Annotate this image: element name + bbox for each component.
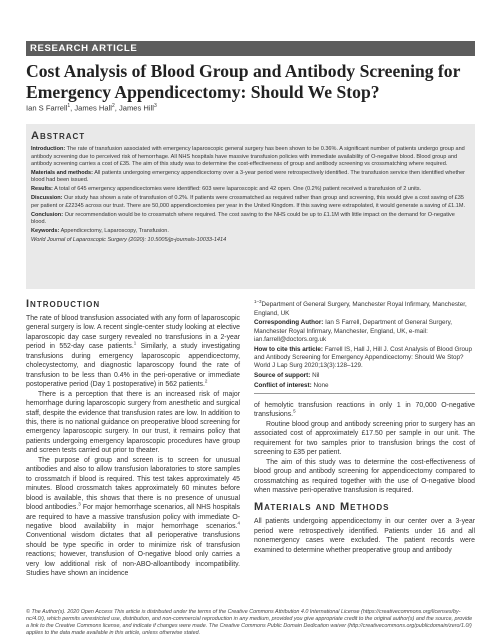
- author-name[interactable]: James Hill: [118, 103, 154, 113]
- intro-p3b-text: For major hemorrhage scenarios, all NHS hospitals are required to have a massive transfusion policy with immediate O-negative blood availability in major hemorrhage scenarios.: [26, 504, 240, 530]
- abstract-discussion: [31, 195, 470, 210]
- how-to-cite-label: How to cite this article:: [254, 345, 323, 353]
- intro-p1b-text: Similarly, a study investigating transfusions during emergency laparoscopic appendicectomy, cholecystectomy, and diagnostic laparoscopy found the rate of transfusion to be less than 0.4% in the peri-operative or immediate postoperative period (Day 1 postoperative) in 562 patients.: [26, 343, 240, 389]
- right-p1-text: of hemolytic transfusion reactions in only 1 in 70,000 O-negative transfusions.: [254, 401, 475, 419]
- methods-heading: Materials and Methods: [254, 501, 390, 514]
- intro-p1-text: The rate of blood transfusion associated with any form of laparoscopic general surgery is low. A recent single-center study looking at elective laparoscopic day case surgery revealed no transfusions in a 2-year period in 552-day case patients.: [26, 315, 240, 351]
- affiliation: [254, 298, 475, 318]
- right-paragraph-1: [254, 401, 475, 420]
- source-of-support-value: Nil: [312, 371, 320, 379]
- article-title: Cost Analysis of Blood Group and Antibody Screening for Emergency Appendicectomy: Should We Stop?: [26, 61, 461, 102]
- abstract-keywords-text: Appendicectomy, Laparoscopy, Transfusion.: [60, 227, 169, 234]
- article-metadata: [254, 298, 475, 390]
- intro-paragraph-2: There is a perception that there is an increased risk of major hemorrhage during laparoscopic surgery from anesthetic and surgical staff, despite the evidence that transfusion rates are low. In addition to this, there is no national guidance on preoperative blood screening for emergency laparoscopic surgery. In our trust, it remains policy that patients undergoing emergency laparoscopic procedures have group and screen tests carried out prior to theater.: [26, 390, 240, 455]
- how-to-cite: [254, 346, 475, 371]
- right-paragraph-2: Routine blood group and antibody screening prior to surgery has an associated cost of approximately £17.50 per sample in our unit. The requirement for two samples prior to transfusion brings the cost of screening to £35 per patient.: [254, 420, 475, 457]
- introduction-heading: Introduction: [26, 298, 101, 310]
- reference-marker[interactable]: 4: [237, 520, 240, 526]
- abstract-conclusion-text: Our recommendation would be to crossmatch where required. The cost saving to the NHS could be up to £1.1M with little impact on the demand for O-negative blood.: [31, 211, 455, 226]
- author-list: Ian S Farrell$^1$, James Hall$^2$, James Hill$^3$: [26, 103, 157, 113]
- author-affiliation-marker: 2: [111, 103, 115, 109]
- abstract-results: [31, 186, 470, 194]
- author-name[interactable]: James Hall: [74, 103, 112, 113]
- abstract-conclusion: [31, 212, 470, 227]
- abstract-methods: [31, 170, 470, 185]
- abstract-keywords: [31, 228, 470, 236]
- source-of-support: [254, 372, 475, 380]
- corresponding-author-label: Corresponding Author:: [254, 319, 324, 327]
- reference-marker[interactable]: 3: [78, 501, 81, 507]
- how-to-cite-text: Farrell IS, Hall J, Hill J. Cost Analysis of Blood Group and Antibody Screening for Emergency Appendicectomy: Should We Stop? World J Lap Surg 2020;13(3):128–129.: [254, 345, 473, 370]
- affiliation-marker: 1–3: [254, 299, 262, 304]
- journal-citation-text[interactable]: World Journal of Laparoscopic Surgery (2020): 10.5005/jp-journals-10033-1414: [31, 236, 227, 243]
- intro-p3c-text: Conventional wisdom dictates that all perioperative transfusions should be type specific in order to minimize risk of transfusion reactions; however, transfusion of O-negative blood only carries a very low additional risk of non-ABO-alloantibody incompatibility. Studies have shown an incidence: [26, 532, 240, 578]
- intro-p3-text: The purpose of group and screen is to screen for unusual antibodies and also to allow transfusion laboratories to store samples to crossmatch if blood is required. This test takes approximately 45 minutes. Blood crossmatch takes approximately 60 minutes before blood is available, this shows that there is no presence of unusual blood antibodies.: [26, 456, 240, 512]
- conflict-of-interest-value: None: [313, 381, 329, 389]
- author-affiliation-marker: 1: [67, 103, 71, 109]
- abstract-introduction: [31, 146, 470, 169]
- intro-paragraph-1: [26, 314, 240, 390]
- abstract-methods-label: Materials and methods:: [31, 169, 93, 176]
- abstract-results-label: Results:: [31, 186, 53, 193]
- reference-marker[interactable]: 2: [204, 378, 208, 384]
- source-of-support-label: Source of support:: [254, 371, 311, 379]
- reference-marker[interactable]: 1: [133, 341, 137, 347]
- article-type-banner: RESEARCH ARTICLE: [26, 41, 475, 56]
- corresponding-author-text[interactable]: Ian S Farrell, Department of General Surgery, Manchester Royal Infirmary, Manchester, England, UK, e-mail: ian.farrell@doctors.org.uk: [254, 319, 453, 343]
- abstract-discussion-label: Discussion:: [31, 195, 63, 202]
- abstract-intro-text: The rate of transfusion associated with emergency laparoscopic general surgery has been shown to be 0.36%. A significant number of patients undergo group and antibody screening due to perceived risk of hemorrhage. All NHS hospitals have massive transfusion policies with immediate availability of O-negative blood. Blood group and antibody screening carries a cost of £35. The aim of this study was to determine the cost-effectiveness of group and antibody screening vs crossmatching where required.: [31, 146, 465, 167]
- right-column: [254, 298, 475, 555]
- corresponding-author: [254, 319, 475, 344]
- conflict-of-interest-label: Conflict of interest:: [254, 381, 312, 389]
- abstract-keywords-label: Keywords:: [31, 227, 60, 234]
- abstract-heading: Abstract: [31, 130, 86, 142]
- intro-paragraph-3: [26, 456, 240, 579]
- abstract-discussion-text: Our study has shown a rate of transfusion of 0.2%. If patients were crossmatched as required rather than group and screening, this would give a cost saving of £35 per patient or £22345 across our trust. There are 50,000 appendicectomies per year in the United Kingdom. If this saving were extrapolated, it would generate a saving of £1.1M.: [31, 195, 466, 209]
- abstract-results-text: A total of 645 emergency appendicectomies were identified: 603 were laparoscopic and 42 open. One (0.2%) patient received a transfusion of 2 units.: [54, 186, 422, 193]
- right-paragraph-3: The aim of this study was to determine the cost-effectiveness of blood group and antibody screening for appendicectomy compared to crossmatching as required together with the use of O-negative blood when massive peri-operative transfusion is required.: [254, 458, 475, 494]
- affiliation-text: Department of General Surgery, Manchester Royal Infirmary, Manchester, England, UK: [254, 301, 467, 317]
- left-column: [26, 298, 240, 579]
- journal-citation: [31, 237, 470, 245]
- license-footer: © The Author(s). 2020 Open Access This article is distributed under the terms of the Creative Commons Attribution 4.0 International License (https://creativecommons.org/licenses/by-nc/4.0/), which permits unrestricted use, distribution, and non-commercial reproduction in any medium, provided you give appropriate credit to the original author(s) and the source, provide a link to the Creative Commons license, and indicate if changes were made. The Creative Commons Public Domain Dedication waiver (http://creativecommons.org/publicdomain/zero/1.0/) applies to the data made available in this article, unless otherwise stated.: [26, 609, 473, 636]
- abstract-conclusion-label: Conclusion:: [31, 211, 64, 218]
- methods-paragraph-1: All patients undergoing appendicectomy in our center over a 3-year period were retrospectively identified. Patients under 16 and all nonemergency cases were excluded. The patient records were examined to determine whether preoperative group and antibody: [254, 518, 475, 554]
- author-affiliation-marker: 3: [153, 103, 157, 109]
- metadata-divider: [254, 393, 475, 394]
- author-name[interactable]: Ian S Farrell: [26, 103, 68, 113]
- reference-marker[interactable]: 5: [293, 409, 296, 415]
- conflict-of-interest: [254, 382, 475, 390]
- abstract-intro-label: Introduction:: [31, 146, 66, 152]
- abstract-panel: [26, 124, 475, 289]
- abstract-methods-text: All patients undergoing emergency appendicectomy over a 3-year period were retrospectively identified. The transfusion service then identified whether blood had been issued.: [31, 169, 466, 184]
